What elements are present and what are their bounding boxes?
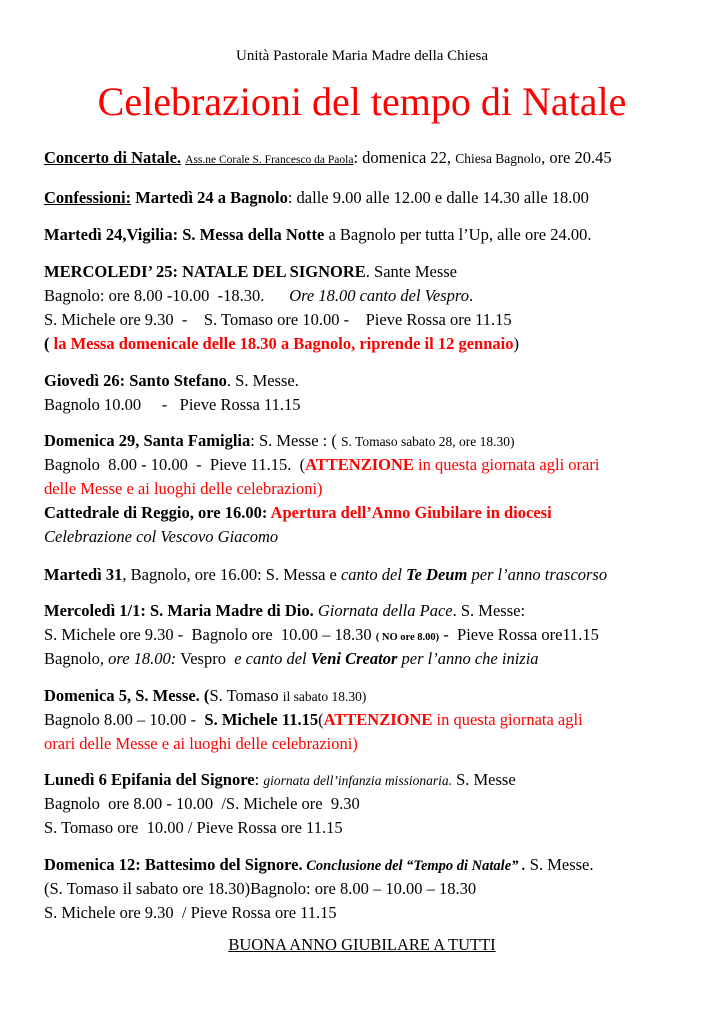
epifania-line-1 [44,770,516,790]
battesimo-line-2: (S. Tomaso il sabato ore 18.30)Bagnolo: ore 8.00 – 10.00 – 18.30 [44,879,477,898]
domenica5-sabato: il sabato 18.30) [282,689,367,704]
page-title: Celebrazioni del tempo di Natale [97,79,627,124]
concerto-time: , ore 20.45 [541,148,612,167]
concerto-date: domenica 22, [358,148,456,167]
concerto-colon: : [353,148,359,167]
natale-line-3: S. Michele ore 9.30 - S. Tomaso ore 10.00 - Pieve Rossa ore 11.15 [44,310,512,329]
vigilia-rest: a Bagnolo per tutta l’Up, alle ore 24.00. [324,225,592,244]
domenica5-times: Bagnolo 8.00 – 10.00 - [44,710,205,729]
natale-period: . [468,286,474,305]
mercoledi1-line-3 [44,649,539,669]
domenica5-attention: ATTENZIONE [323,710,433,729]
famiglia-attention: ATTENZIONE [305,455,414,474]
natale-rest: . Sante Messe [365,262,457,281]
no-8-note: ( NO ore 8.00) [375,632,440,643]
famiglia-line-1 [44,431,515,451]
famiglia-rest: : S. Messe : ( [250,431,341,450]
cattedrale-label: Cattedrale di Reggio, ore 16.00: [44,503,271,522]
mercoledi1-times: S. Michele ore 9.30 - Bagnolo ore 10.00 – 18.30 [44,625,376,644]
mercoledi1-tail: per l’anno che inizia [397,649,539,668]
famiglia-notice: in questa giornata agli orari [413,455,600,474]
concerto-place: Chiesa Bagnolo [455,151,542,166]
famiglia-times: Bagnolo 8.00 - 10.00 - Pieve 11.15. ( [44,455,306,474]
vescovo-line: Celebrazione col Vescovo Giacomo [44,527,279,546]
martedi31-rest: , Bagnolo, ore 16.00: S. Messa e [122,565,341,584]
confessioni-line [44,188,589,208]
natale-notice: la Messa domenicale delle 18.30 a Bagnolo, riprende il 12 gennaio [53,334,514,353]
epifania-label: Lunedì 6 Epifania del Signore [44,770,255,789]
domenica5-michele: S. Michele 11.15 [204,710,319,729]
vigilia-label: Martedì 24,Vigilia: S. Messa della Notte [44,225,325,244]
concerto-label: Concerto di Natale. [44,148,182,167]
mercoledi1-line-1 [44,601,525,621]
parish-name: Unità Pastorale Maria Madre della Chiesa [236,48,488,64]
mercoledi1-ore: , ore 18.00: [99,649,177,668]
mercoledi1-label: Mercoledì 1/1: S. Maria Madre di Dio. [44,601,314,620]
martedi31-tail: per l’anno trascorso [467,565,608,584]
famiglia-note: S. Tomaso sabato 28, ore 18.30) [341,434,515,449]
mercoledi1-canto: e canto del [234,649,311,668]
vigilia-line [44,225,591,245]
apertura-giubileo: Apertura dell’Anno Giubilare in diocesi [270,503,552,522]
conclusione-tempo: Conclusione del “Tempo di Natale” . [302,858,526,874]
natale-vespro: Ore 18.00 canto del Vespro [289,286,469,305]
martedi31-line [44,565,607,585]
natale-paren-open: ( [44,334,54,353]
veni-creator: Veni Creator [310,649,398,668]
natale-line-1 [44,262,457,282]
domenica5-label: Domenica 5, S. Messe. ( [44,686,210,705]
choir-name: Ass.ne Corale S. Francesco da Paola [185,154,354,166]
battesimo-line-3: S. Michele ore 9.30 / Pieve Rossa ore 11.15 [44,903,337,922]
famiglia-label: Domenica 29, Santa Famiglia [44,431,251,450]
battesimo-line-1 [44,855,594,875]
domenica5-line-2 [44,710,583,730]
confessioni-label: Confessioni: [44,188,132,207]
giornata-infanzia: giornata dell’infanzia missionaria. [263,773,452,788]
te-deum: Te Deum [406,565,468,584]
famiglia-line-3: delle Messe e ai luoghi delle celebrazioni) [44,479,323,498]
battesimo-rest: S. Messe. [525,855,594,874]
epifania-colon: : [254,770,264,789]
martedi31-label: Martedì 31 [44,565,123,584]
mercoledi1-pieve: - Pieve Rossa ore11.15 [439,625,599,644]
famiglia-line-2 [44,455,599,475]
stefano-line-1 [44,371,299,391]
stefano-rest: . S. Messe. [226,371,299,390]
battesimo-label: Domenica 12: Battesimo del Signore. [44,855,303,874]
epifania-line-2: Bagnolo ore 8.00 - 10.00 /S. Michele ore 9.30 [44,794,360,813]
natale-bagnolo: Bagnolo: ore 8.00 -10.00 -18.30. [44,286,290,305]
mercoledi1-rest: . S. Messe: [452,601,526,620]
stefano-label: Giovedì 26: Santo Stefano [44,371,227,390]
natale-label: MERCOLEDI’ 25: NATALE DEL SIGNORE [44,262,366,281]
cattedrale-line [44,503,552,523]
mercoledi1-vespro: Vespro [176,649,235,668]
natale-line-2 [44,286,473,306]
natale-paren-close: ) [513,334,519,353]
confessioni-hours: : dalle 9.00 alle 12.00 e dalle 14.30 alle 18.00 [287,188,589,207]
domenica5-line-1 [44,686,366,706]
closing-greeting: BUONA ANNO GIUBILARE A TUTTI [228,935,496,954]
giornata-pace: Giornata della Pace [313,601,453,620]
domenica5-tomaso: S. Tomaso [209,686,283,705]
epifania-line-3: S. Tomaso ore 10.00 / Pieve Rossa ore 11.15 [44,818,343,837]
mercoledi1-bagnolo: Bagnolo [44,649,100,668]
epifania-rest: S. Messe [451,770,516,789]
domenica5-notice: in questa giornata agli [432,710,583,729]
confessioni-day: Martedì 24 a Bagnolo [131,188,288,207]
martedi31-canto: canto del [340,565,407,584]
natale-line-4 [44,334,519,354]
domenica5-paren: ( [318,710,324,729]
mercoledi1-line-2 [44,625,599,645]
domenica5-line-3: orari delle Messe e ai luoghi delle celebrazioni) [44,734,358,753]
concerto-line [44,148,612,168]
stefano-line-2: Bagnolo 10.00 - Pieve Rossa 11.15 [44,395,301,414]
